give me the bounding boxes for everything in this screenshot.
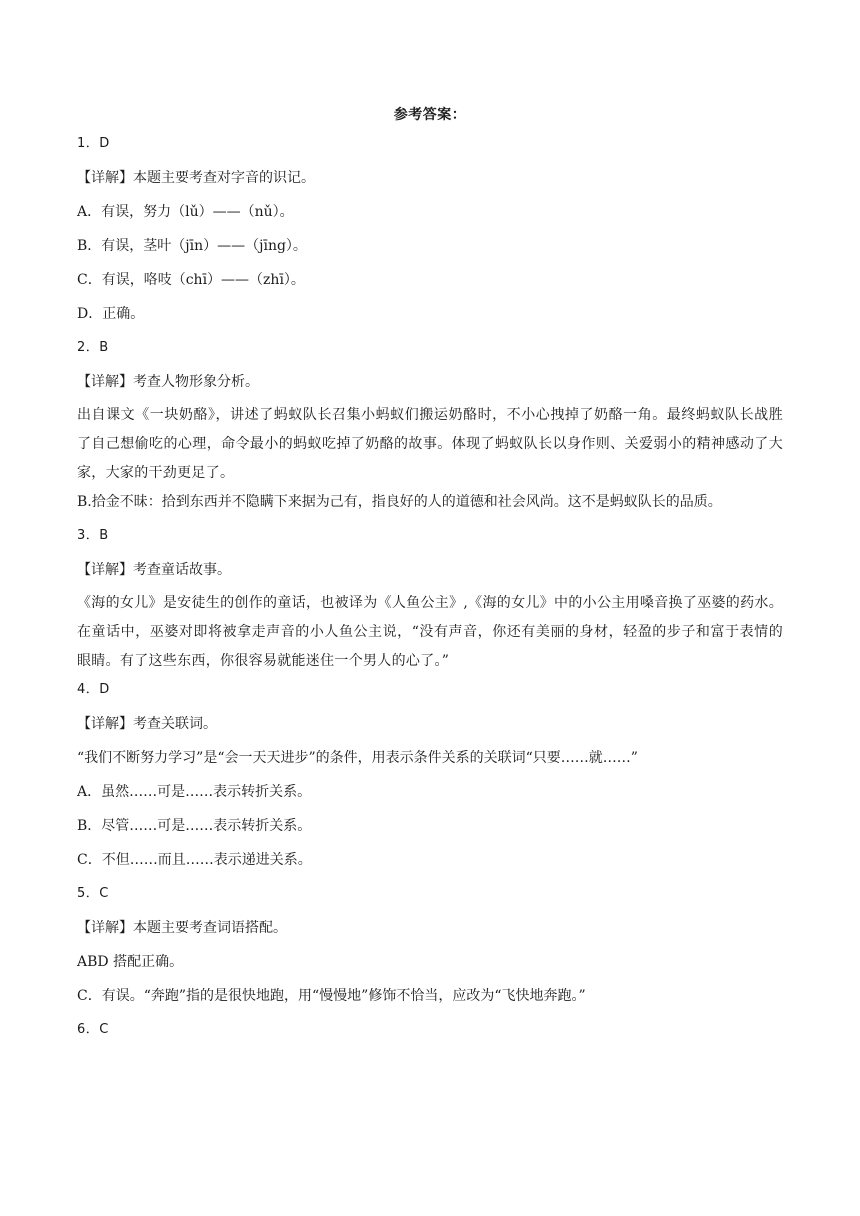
option-c: C．不但……而且……表示递进关系。 bbox=[77, 852, 312, 868]
answer-number: 4．D bbox=[77, 682, 110, 697]
answer-item-6 bbox=[77, 1020, 783, 1040]
explanation-paragraph: 出自课文《一块奶酪》，讲述了蚂蚁队长召集小蚂蚁们搬运奶酪时，不小心拽掉了奶酪一角。最终蚂蚁队长战胜了自己想偷吃的心理，命令最小的蚂蚁吃掉了奶酪的故事。体现了蚂蚁队长以身作则、关爱弱小的精神感动了大家，大家的干劲更足了。 bbox=[77, 407, 783, 481]
option-d: D．正确。 bbox=[77, 306, 145, 322]
answer-list bbox=[77, 130, 783, 1040]
detail-heading: 【详解】本题主要考查词语搭配。 bbox=[77, 920, 287, 936]
explanation-paragraph: “我们不断努力学习”是“会一天天进步”的条件，用表示条件关系的关联词“只要……就……” bbox=[77, 750, 638, 766]
answer-item-4 bbox=[77, 680, 783, 884]
answer-item-5 bbox=[77, 884, 783, 1020]
answer-number: 5．C bbox=[77, 886, 109, 901]
option-a: A．有误，努力（lǔ）——（nǔ）。 bbox=[77, 204, 294, 220]
answer-number: 1．D bbox=[77, 136, 110, 151]
explanation-paragraph: 《海的女儿》是安徒生的创作的童话，也被译为《人鱼公主》,《海的女儿》中的小公主用嗓音换了巫婆的药水。在童话中，巫婆对即将被拿走声音的小人鱼公主说，“没有声音，你还有美丽的身材，轻盈的步子和富于表情的眼睛。有了这些东西，你很容易就能迷住一个男人的心了。” bbox=[77, 595, 783, 669]
option-b: B．有误，茎叶（jīn）——（jīng）。 bbox=[77, 238, 307, 254]
explanation-note: B.拾金不昧：拾到东西并不隐瞒下来据为己有，指良好的人的道德和社会风尚。这不是蚂蚁队长的品质。 bbox=[77, 494, 722, 510]
answer-item-3 bbox=[77, 526, 783, 680]
answer-number: 2．B bbox=[77, 340, 109, 355]
explanation-paragraph: ABD 搭配正确。 bbox=[77, 954, 184, 970]
detail-heading: 【详解】考查人物形象分析。 bbox=[77, 374, 259, 390]
answer-item-1 bbox=[77, 134, 783, 338]
option-b: B．尽管……可是……表示转折关系。 bbox=[77, 818, 312, 834]
answer-item-2 bbox=[77, 338, 783, 526]
option-a: A．虽然……可是……表示转折关系。 bbox=[77, 784, 312, 800]
detail-heading: 【详解】考查关联词。 bbox=[77, 716, 217, 732]
detail-heading: 【详解】本题主要考查对字音的识记。 bbox=[77, 170, 315, 186]
option-c: C．有误。“奔跑”指的是很快地跑，用“慢慢地”修饰不恰当，应改为“飞快地奔跑。” bbox=[77, 988, 586, 1004]
page-title: 参考答案： bbox=[393, 107, 467, 123]
answer-number: 3．B bbox=[77, 528, 109, 543]
option-c: C．有误，咯吱（chī）——（zhī）。 bbox=[77, 272, 305, 288]
answer-number: 6．C bbox=[77, 1022, 109, 1037]
detail-heading: 【详解】考查童话故事。 bbox=[77, 562, 231, 578]
